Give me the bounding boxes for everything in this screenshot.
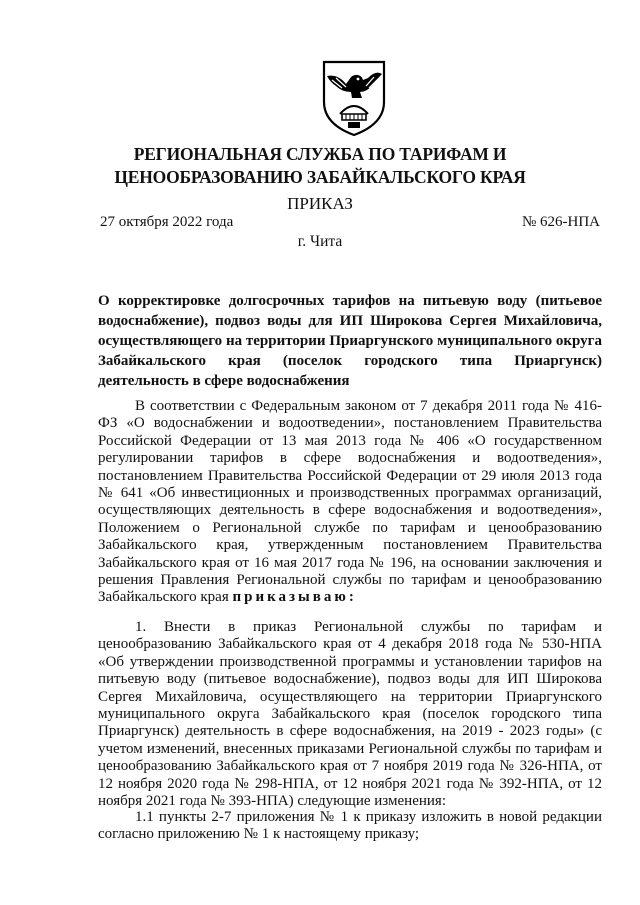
document-subject: О корректировке долгосрочных тарифов на питьевую воду (питьевое водоснабжение), подвоз воды для ИП Широкова Сергея Михайловича, осуществляющего на территории Приаргунского муниципального округа Забайкальского края (поселок городского типа Приаргунск) деятельность в сфере водоснабжения (98, 293, 602, 389)
preamble-text: В соответствии с Федеральным законом от 7 декабря 2011 года № 416-ФЗ «О водоснабжении и водоотведении», постановлением Правительства Российской Федерации от 13 мая 2013 года № 406 «О государственном регулировании тарифов в сфере водоснабжения и водоотведения», постановлением Правительства Российской Федерации от 29 июля 2013 года № 641 «Об инвестиционных и производственных программах организаций, осуществляющих деятельность в сфере водоснабжения и водоотведения», Положением о Региональной службе по тарифам и ценообразованию Забайкальского края, утвержденным постановлением Правительства Забайкальского края от 16 мая 2017 года № 196, на основании заключения и решения Правления Региональной службы по тарифам и ценообразованию Забайкальского края (98, 398, 602, 606)
document-number: № 626-НПА (521, 214, 600, 230)
preamble-paragraph (98, 398, 602, 607)
item-1-paragraph: 1. Внести в приказ Региональной службы по тарифам и ценообразованию Забайкальского края от 4 декабря 2018 года № 530-НПА «Об утверждении производственной программы и установлении тарифов на питьевую воду (питьевое водоснабжение), подвоз воды для ИП Широкова Сергея Михайловича, осуществляющего на территории Приаргунского муниципального округа Забайкальского края (поселок городского типа Приаргунск) деятельность в сфере водоснабжения, на 2019 - 2023 годы» (с учетом изменений, внесенных приказами Региональной службы по тарифам и ценообразованию Забайкальского края от 7 ноября 2019 года № 326-НПА, от 12 ноября 2020 года № 298-НПА, от 12 ноября 2021 года № 392-НПА, от 12 ноября 2021 года № 393-НПА) следующие изменения: (98, 619, 602, 810)
item-1-1-paragraph: 1.1 пункты 2-7 приложения № 1 к приказу изложить в новой редакции согласно приложению № 1 к настоящему приказу; (98, 809, 602, 843)
coat-of-arms-icon (318, 58, 390, 138)
order-word: приказываю: (232, 589, 357, 606)
document-date: 27 октября 2022 года (100, 214, 234, 230)
document-type: ПРИКАЗ (287, 194, 353, 213)
agency-name-line2: ЦЕНООБРАЗОВАНИЮ ЗАБАЙКАЛЬСКОГО КРАЯ (114, 167, 526, 187)
document-city: г. Чита (297, 233, 343, 250)
agency-name (0, 143, 640, 189)
agency-name-line1: РЕГИОНАЛЬНАЯ СЛУЖБА ПО ТАРИФАМ И (133, 144, 507, 164)
